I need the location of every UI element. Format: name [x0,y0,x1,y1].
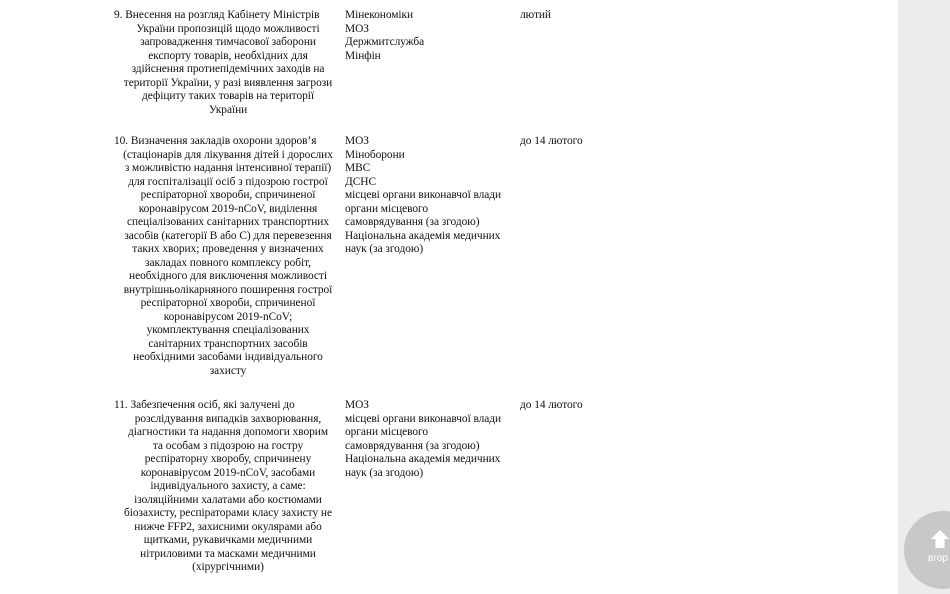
responsible-line: Національна академія медичних [345,229,501,242]
responsible-line: наук (за згодою) [345,243,424,255]
responsible-line: місцеві органи виконавчої влади [345,412,502,425]
measure-line: біозахисту, респіраторами класу захисту не [124,507,332,519]
measure-line: коронавірусом 2019-nCoV; [163,310,293,323]
measure-line: та особам з підозрою на гостру [152,439,304,452]
measure-line: 9. Внесення на розгляд Кабінету Міністрів [114,9,320,21]
deadline-cell [520,399,670,413]
responsible-cell [345,9,517,63]
deadline-text: до 14 лютого [520,135,583,147]
measure-line: для госпіталізації осіб з підозрою гострої [128,175,328,188]
measure-line: респіраторної хвороби, спричиненої [140,189,316,201]
deadline-cell [520,9,670,23]
measure-line: України [208,103,248,116]
scroll-to-top-label: вгор [928,553,948,564]
measure-line: коронавірусом 2019-nCoV, засобами [140,466,316,479]
measure-line: здійснення протиепідемічних заходів на [131,63,325,75]
measure-line: необхідного для виключення можливості [129,270,327,282]
measure-line: укомплектування спеціалізованих [146,324,310,336]
responsible-line: наук (за згодою) [345,466,424,479]
measure-line: дефіциту таких товарів на території [142,90,314,102]
responsible-line: МОЗ [345,22,369,35]
deadline-text: лютий [520,9,551,21]
responsible-line: органи місцевого [345,426,429,438]
responsible-line: Міноборони [345,148,405,161]
responsible-line: МВС [345,162,371,174]
responsible-line: МОЗ [345,399,369,411]
measure-line: індивідуального захисту, а саме: [150,480,306,492]
measure-line: (стаціонарів для лікування дітей і дорослих [123,148,333,161]
measure-line: 10. Визначення закладів охорони здоров’я [114,135,317,147]
measure-line: таких хворих; проведення у визначених [132,243,324,255]
responsible-line: Національна академія медичних [345,453,501,465]
responsible-cell [345,399,517,480]
responsible-line: самоврядування (за згодою) [345,216,480,228]
measure-line: з можливістю надання інтенсивної терапії) [124,162,332,174]
measure-line: нижче FFP2, захисними окулярами або [134,520,322,533]
responsible-line: самоврядування (за згодою) [345,439,480,452]
measure-line: діагностики та надання допомоги хворим [127,426,329,438]
measure-line: 11. Забезпечення осіб, які залучені до [114,399,295,411]
measure-line: розслідування випадків захворювання, [134,412,322,425]
measure-line: респіраторної хвороби, спричиненої [140,297,316,309]
measure-line: України пропозицій щодо можливості [136,22,320,35]
measure-line: ізоляційними халатами або костюмами [134,493,322,506]
responsible-line: Мінекономіки [345,9,414,21]
responsible-line: МОЗ [345,135,369,147]
measure-line: санітарних транспортних засобів [148,337,308,350]
measure-line: (хірургічними) [192,561,264,573]
measure-line: експорту товарів, необхідних для [148,49,308,62]
measure-cell [114,9,342,117]
responsible-cell [345,135,517,257]
measure-line: необхідними засобами індивідуального [133,351,323,363]
side-gutter [898,0,950,594]
measure-line: захисту [209,364,247,377]
measure-line: закладах повного комплексу робіт, [145,256,311,269]
measure-cell [114,399,342,575]
responsible-line: Мінфін [345,49,381,62]
measure-line: території України, у разі виявлення загрози [123,76,333,89]
deadline-text: до 14 лютого [520,399,583,411]
responsible-line: ДСНС [345,175,376,188]
measure-line: респіраторну хворобу, спричинену [144,453,312,465]
measure-line: запровадження тимчасової заборони [140,36,316,48]
measure-line: щитками, рукавичками медичними [143,534,313,546]
deadline-cell [520,135,670,149]
measure-line: спеціалізованих санітарних транспортних [126,216,329,228]
measure-line: засобів (категорії В або С) для перевезення [124,229,332,242]
measure-line: коронавірусом 2019-nCoV, виділення [138,202,318,215]
measure-line: внутрішньолікарняного поширення гострої [123,283,333,296]
responsible-line: органи місцевого [345,202,429,215]
arrow-up-icon [928,527,950,551]
measure-line: нітриловими та масками медичними [140,547,316,560]
responsible-line: Держмитслужба [345,36,425,48]
measure-cell [114,135,342,378]
responsible-line: місцеві органи виконавчої влади [345,189,502,201]
